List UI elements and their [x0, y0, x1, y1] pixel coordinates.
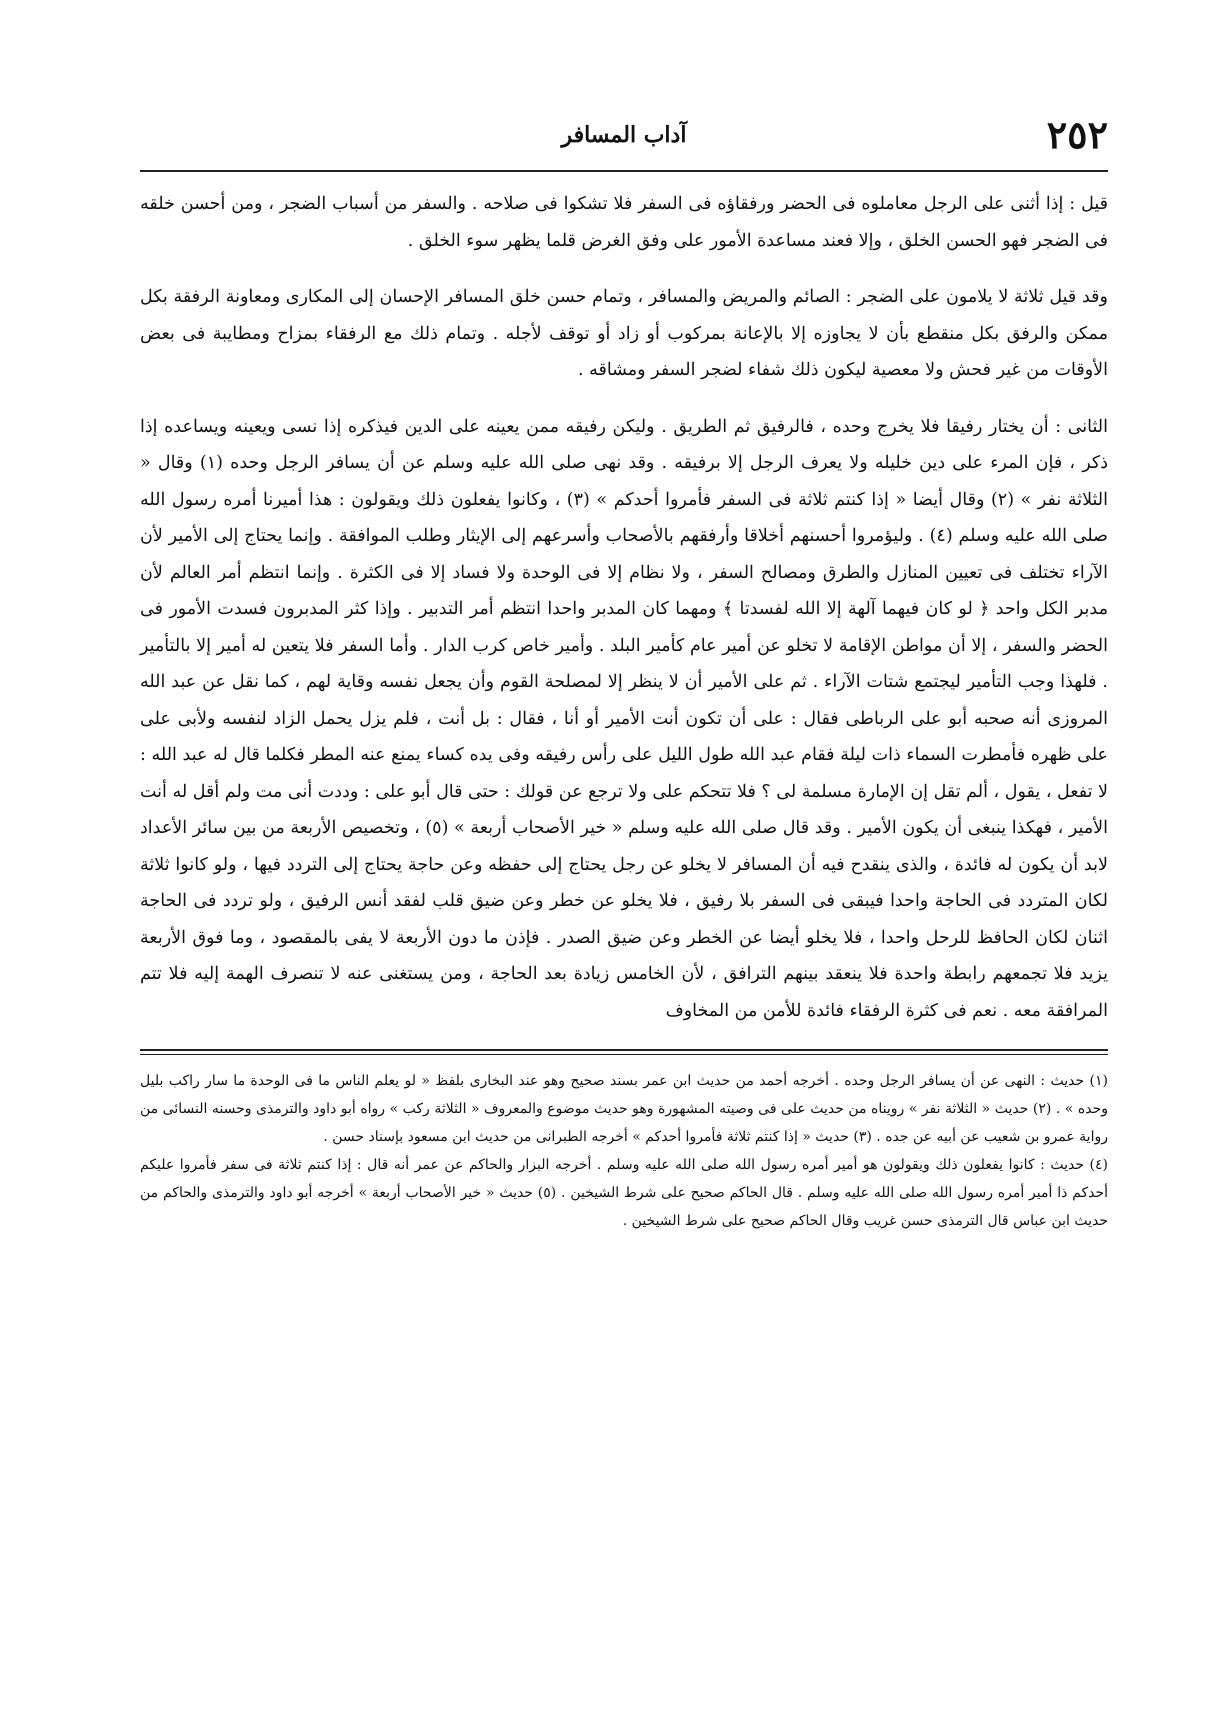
footnote: (١) حديث : النهى عن أن يسافر الرجل وحده . أخرجه أحمد من حديث ابن عمر بسند صحيح وهو عند البخارى بلفظ « لو يعلم الناس ما فى الوحدة ما سار راكب بليل وحده » . (٢) حديث « الثلاثة نفر » رويناه من حديث على فى وصيته المشهورة وهو حديث موضوع والمعروف « الثلاثة ركب » رواه أبو داود والترمذى وحسنه النسائى من رواية عمرو بن شعيب عن أبيه عن جده . (٣) حديث « إذا كنتم ثلاثة فأمروا أحدكم » أخرجه الطبرانى من حديث ابن مسعود بإسناد حسن .	[140, 1073, 1108, 1145]
footnote-separator	[140, 1049, 1108, 1055]
paragraph: قيل : إذا أثنى على الرجل معاملوه فى الحضر ورفقاؤه فى السفر فلا تشكوا فى صلاحه . والسفر من أسباب الضجر ، ومن أحسن خلقه فى الضجر فهو الحسن الخلق ، وإلا فعند مساعدة الأمور على وفق الغرض قلما يظهر سوء الخلق .	[140, 194, 1108, 251]
paragraph: الثانى : أن يختار رفيقا فلا يخرج وحده ، فالرفيق ثم الطريق . وليكن رفيقه ممن يعينه على الدين فيذكره إذا نسى ويعينه ويساعده إذا ذكر ، فإن المرء على دين خليله ولا يعرف الرجل إلا برفيقه . وقد نهى صلى الله عليه وسلم عن أن يسافر الرجل وحده (١) وقال « الثلاثة نفر » (٢) وقال أيضا « إذا كنتم ثلاثة فى السفر فأمروا أحدكم » (٣) ، وكانوا يفعلون ذلك ويقولون : هذا أميرنا أمره رسول الله صلى الله عليه وسلم (٤) . وليؤمروا أحسنهم أخلاقا وأرفقهم بالأصحاب وأسرعهم إلى الإيثار وطلب الموافقة . وإنما يحتاج إلى الأمير لأن الآراء تختلف فى تعيين المنازل والطرق ومصالح السفر ، ولا نظام إلا فى الوحدة ولا فساد إلا فى الكثرة . وإنما انتظم أمر العالم لأن مدبر الكل واحد ﴿ لو كان فيهما آلهة إلا الله لفسدتا ﴾ ومهما كان المدبر واحدا انتظم أمر التدبير . وإذا كثر المدبرون فسدت الأمور فى الحضر والسفر ، إلا أن مواطن الإقامة لا تخلو عن أمير عام كأمير البلد . وأمير خاص كرب الدار . وأما السفر فلا يتعين له أمير إلا بالتأمير . فلهذا وجب التأمير ليجتمع شتات الآراء . ثم على الأمير أن لا ينظر إلا لمصلحة القوم وأن يجعل نفسه وقاية لهم ، كما نقل عن عبد الله المروزى أنه صحبه أبو على الرباطى فقال : على أن تكون أنت الأمير أو أنا ، فقال : بل أنت ، فلم يزل يحمل الزاد لنفسه ولأبى على على ظهره فأمطرت السماء ذات ليلة فقام عبد الله طول الليل على رأس رفيقه وفى يده كساء يمنع عنه المطر فكلما قال له عبد الله : لا تفعل ، يقول ، ألم تقل إن الإمارة مسلمة لى ؟ فلا تتحكم على ولا ترجع عن قولك : حتى قال أبو على : وددت أنى مت ولم أقل له أنت الأمير ، فهكذا ينبغى أن يكون الأمير . وقد قال صلى الله عليه وسلم « خير الأصحاب أربعة » (٥) ، وتخصيص الأربعة من بين سائر الأعداد لابد أن يكون له فائدة ، والذى ينقدح فيه أن المسافر لا يخلو عن رجل يحتاج إلى حفظه وعن حاجة يحتاج إلى التردد فيها ، ولو كانوا ثلاثة لكان المتردد فى الحاجة واحدا فيبقى فى السفر بلا رفيق ، فلا يخلو عن خطر وعن ضيق قلب لفقد أنس الرفيق ، ولو تردد فى الحاجة اثنان لكان الحافظ للرحل واحدا ، فلا يخلو أيضا عن الخطر وعن ضيق الصدر . فإذن ما دون الأربعة لا يفى بالمقصود ، وما فوق الأربعة يزيد فلا تجمعهم رابطة واحدة فلا ينعقد بينهم الترافق ، لأن الخامس زيادة بعد الحاجة ، ومن يستغنى عنه لا تنصرف الهمة إليه فلا تتم المرافقة معه . نعم فى كثرة الرفقاء فائدة للأمن من المخاوف	[140, 416, 1109, 1021]
page-number: ٢٥٢	[1046, 112, 1108, 157]
footnotes	[140, 1067, 1108, 1235]
paragraph: وقد قيل ثلاثة لا يلامون على الضجر : الصائم والمريض والمسافر ، وتمام حسن خلق المسافر الإحسان إلى المكارى ومعاونة الرفقة بكل ممكن والرفق بكل منقطع بأن لا يجاوزه إلا بالإعانة بمركوب أو زاد أو توقف لأجله . وتمام ذلك مع الرفقاء بمزاح ومطايبة فى بعض الأوقات من غير فحش ولا معصية ليكون ذلك شفاء لضجر السفر ومشاقه .	[140, 287, 1108, 380]
page-header	[140, 108, 1108, 170]
header-rule	[140, 170, 1108, 172]
footnote: (٤) حديث : كانوا يفعلون ذلك ويقولون هو أمير أمره رسول الله صلى الله عليه وسلم . أخرجه البزار والحاكم عن عمر أنه قال : إذا كنتم ثلاثة فى سفر فأمروا عليكم أحدكم ذا أمير أمره رسول الله صلى الله عليه وسلم . قال الحاكم صحيح على شرط الشيخين . (٥) حديث « خير الأصحاب أربعة » أخرجه أبو داود والترمذى والحاكم من حديث ابن عباس قال الترمذى حسن غريب وقال الحاكم صحيح على شرط الشيخين .	[140, 1157, 1109, 1229]
running-title: آداب المسافر	[561, 122, 687, 148]
book-page	[140, 108, 1108, 1668]
main-text	[140, 186, 1108, 1029]
